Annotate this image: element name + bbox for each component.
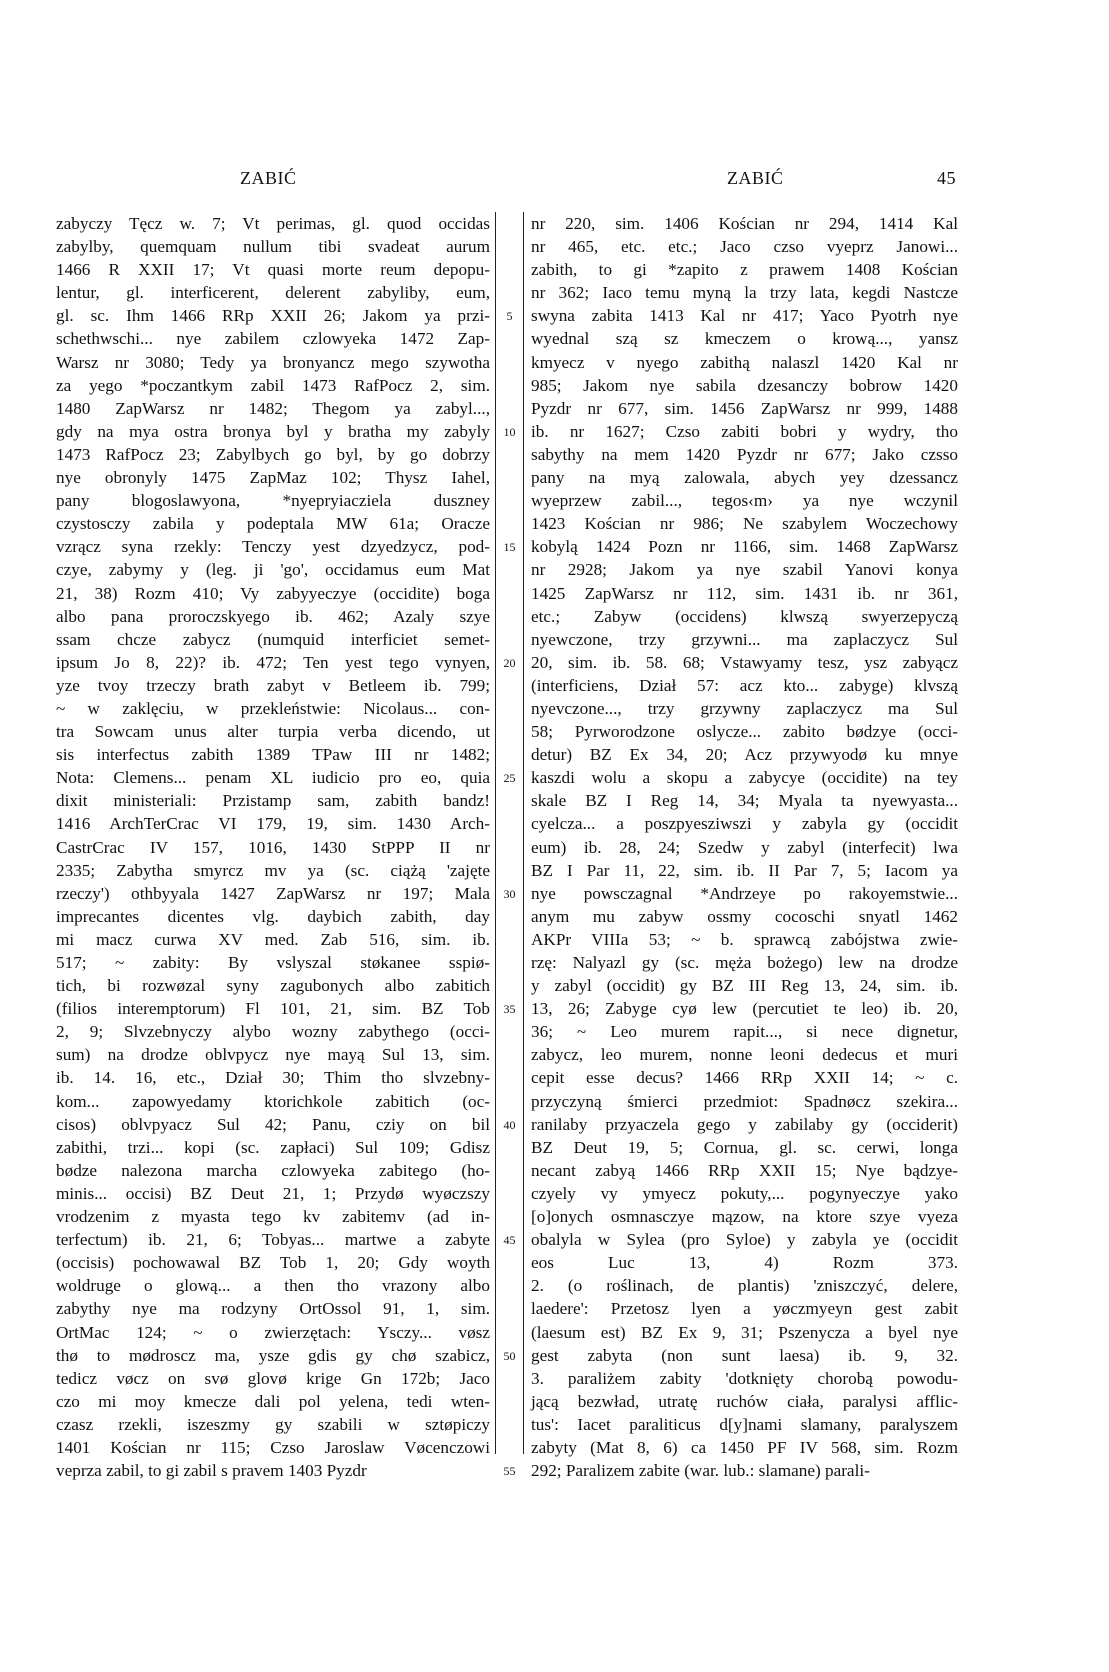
text-line: wyeprzew zabil..., tegos‹m› ya nye wczynil <box>531 491 958 511</box>
text-line: 1480 ZapWarsz nr 1482; Thegom ya zabyl..., <box>56 398 490 418</box>
text-line: nye powsczagnal *Andrzeye po rakoyemstwie... <box>531 883 958 903</box>
text-line: 1416 ArchTerCrac VI 179, 19, sim. 1430 Arch- <box>56 814 490 834</box>
text-line: cepit esse decus? 1466 RRp XXII 14; ~ c. <box>531 1068 958 1088</box>
text-line: woldruge o glową... a then tho vrazony albo <box>56 1276 490 1296</box>
text-line: 1423 Kościan nr 986; Ne szabylem Woczechowy <box>531 514 958 534</box>
text-line: sis interfectus zabith 1389 TPaw III nr 1482; <box>56 745 490 765</box>
text-line: anym mu zabyw ossmy cocoschi snyatl 1462 <box>531 906 958 926</box>
text-line: kaszdi wolu a skopu a zabycye (occidite) na tey <box>531 768 958 788</box>
text-line: ~ w zaklęciu, w przekleństwie: Nicolaus... con- <box>56 698 490 718</box>
text-line: kom... zapowyedamy ktorichkole zabitich (oc- <box>56 1091 490 1111</box>
text-line: nr 2928; Jakom ya nye szabil Yanovi konya <box>531 560 958 580</box>
text-line: cisos) oblvpyacz Sul 42; Panu, cziy on bil <box>56 1114 490 1134</box>
text-line: (filios interemptorum) Fl 101, 21, sim. BZ Tob <box>56 999 490 1019</box>
text-line: detur) BZ Ex 34, 20; Acz przywyodø ku mnye <box>531 745 958 765</box>
text-line: zabith, to gi *zapito z prawem 1408 Kościan <box>531 260 958 280</box>
text-line: y zabyl (occidit) gy BZ III Reg 13, 24, sim. ib. <box>531 976 958 996</box>
text-line: CastrCrac IV 157, 1016, 1430 StPPP II nr <box>56 837 490 857</box>
text-line: cyelcza... a poszpyesziwszi y zabyla gy (occidit <box>531 814 958 834</box>
text-line: Pyzdr nr 677, sim. 1456 ZapWarsz nr 999, 1488 <box>531 398 958 418</box>
text-line: czasz rzekli, iszeszmy gy szabili w sztøpiczy <box>56 1414 490 1434</box>
text-line: necant zabyą 1466 RRp XXII 15; Nye bądzye- <box>531 1160 958 1180</box>
text-line: [o]onych osmnasczye mązow, na ktore szye vyeza <box>531 1207 958 1227</box>
right-text-column <box>531 212 958 1482</box>
text-line: zabycz, leo murem, nonne leoni dedecus et muri <box>531 1045 958 1065</box>
text-line: gl. sc. Ihm 1466 RRp XXII 26; Jakom ya przi- <box>56 306 490 326</box>
text-line: vrodzenim z myasta tego kv zabitemv (ad in- <box>56 1207 490 1227</box>
text-line: ssam chcze zabycz (numquid interficiet semet- <box>56 629 490 649</box>
text-line: obalyla w Sylea (pro Syloe) y zabyla ye (occidit <box>531 1230 958 1250</box>
running-header <box>0 168 1109 198</box>
left-text-column <box>56 212 490 1482</box>
text-line: zabylby, quemquam nullum tibi svadeat aurum <box>56 237 490 257</box>
text-line: 58; Pyrworodzone oslycze... zabito bødzye (occi- <box>531 722 958 742</box>
text-line: gest zabyta (non sunt laesa) ib. 9, 32. <box>531 1345 958 1365</box>
text-line: 1466 R XXII 17; Vt quasi morte reum depopu- <box>56 260 490 280</box>
text-line: ib. 14. 16, etc., Dział 30; Thim tho slvzebny- <box>56 1068 490 1088</box>
text-line: tich, bi rozwøzal syny zagubonych albo zabitich <box>56 976 490 996</box>
text-line: dixit ministeriali: Przistamp sam, zabith bandz! <box>56 791 490 811</box>
text-line: zabyczy Tęcz w. 7; Vt perimas, gl. quod occidas <box>56 214 490 233</box>
text-line: sabythy na mem 1420 Pyzdr nr 677; Jako czsso <box>531 444 958 464</box>
text-line: (occisis) pochowawal BZ Tob 1, 20; Gdy woyth <box>56 1253 490 1273</box>
text-line: nr 465, etc. etc.; Jaco czso vyeprz Janowi... <box>531 237 958 257</box>
text-line: (laesum est) BZ Ex 9, 31; Pszenycza a byel nye <box>531 1322 958 1342</box>
text-line: 2. (o roślinach, de plantis) 'zniszczyć, delere, <box>531 1276 958 1296</box>
text-line: czyely vy ymyecz pokuty,... pogynyeczye yako <box>531 1183 958 1203</box>
line-number: 25 <box>503 771 516 786</box>
text-line: rzeczy') othbyyala 1427 ZapWarsz nr 197; Mala <box>56 883 490 903</box>
text-line: BZ I Par 11, 22, sim. ib. II Par 7, 5; Iacom ya <box>531 860 958 880</box>
text-line: thø to mødroscz ma, ysze gdis gy chø szabicz, <box>56 1345 490 1365</box>
text-line: schethwschi... nye zabilem czlowyeka 1472 Zap- <box>56 329 490 349</box>
text-line: ib. nr 1627; Czso zabiti bobri y wydry, tho <box>531 421 958 441</box>
text-line: 20, sim. ib. 58. 68; Vstawyamy tesz, ysz zabyącz <box>531 652 958 672</box>
text-line: bødze nalezona marcha czlowyeka zabitego (ho- <box>56 1160 490 1180</box>
text-line: zabyty (Mat 8, 6) ca 1450 PF IV 568, sim. Rozm <box>531 1437 958 1457</box>
text-line: OrtMac 124; ~ o zwierzętach: Ysczy... vøsz <box>56 1322 490 1342</box>
text-line: terfectum) ib. 21, 6; Tobyas... martwe a zabyte <box>56 1230 490 1250</box>
text-line: 517; ~ zabity: By vslyszal støkanee sspiø- <box>56 953 490 972</box>
text-line: 2, 9; Slvzebnyczy alybo wozny zabythego (occi- <box>56 1022 490 1042</box>
page-number: 45 <box>937 168 956 188</box>
line-number: 35 <box>503 1002 516 1017</box>
text-line: 1473 RafPocz 23; Zabylbych go byl, by go dobrzy <box>56 444 490 464</box>
text-line: ranilaby przyaczela gego y zabilaby gy (occiderit) <box>531 1114 958 1134</box>
text-line: nye obronyly 1475 ZapMaz 102; Thysz Iahel, <box>56 468 490 488</box>
text-line: nyevczone..., trzy grzywny zaplaczycz ma Sul <box>531 698 958 718</box>
text-line: imprecantes dicentes vlg. daybich zabith, day <box>56 906 490 926</box>
text-line: AKPr VIIIa 53; ~ b. sprawcą zabójstwa zwie- <box>531 929 958 949</box>
line-number: 55 <box>503 1464 516 1479</box>
text-line: minis... occisi) BZ Deut 21, 1; Przydø wyøczszy <box>56 1183 490 1203</box>
text-line: nr 220, sim. 1406 Kościan nr 294, 1414 Kal <box>531 214 958 233</box>
line-number: 30 <box>503 886 516 901</box>
text-line: Nota: Clemens... penam XL iudicio pro eo, quia <box>56 768 490 788</box>
text-line: eum) ib. 28, 24; Szedw y zabyl (interfecit) lwa <box>531 837 958 857</box>
text-line: 36; ~ Leo murem rapit..., si nece dignetur, <box>531 1022 958 1042</box>
text-line: zabithi, trzi... kopi (sc. zapłaci) Sul 109; Gdisz <box>56 1137 490 1157</box>
text-line: pany na myą zalowala, abych yey dzessancz <box>531 468 958 488</box>
line-number: 45 <box>503 1233 516 1248</box>
line-number: 40 <box>503 1117 516 1132</box>
text-line: vzrącz syna rzekly: Tenczy yest dzyedzycz, pod- <box>56 537 490 557</box>
line-number: 10 <box>503 424 516 439</box>
text-line: (interficiens, Dział 57: acz kto... zabyge) klvszą <box>531 675 958 695</box>
text-line: czystosczy zabila y podeptala MW 61a; Oracze <box>56 514 490 534</box>
text-line: sum) na drodze oblvpycz nye mayą Sul 13, sim. <box>56 1045 490 1065</box>
text-line: skale BZ I Reg 14, 34; Myala ta nyewyasta... <box>531 791 958 811</box>
text-line: kobylą 1424 Pozn nr 1166, sim. 1468 ZapWarsz <box>531 537 958 557</box>
line-number: 20 <box>503 655 516 670</box>
text-line: eos Luc 13, 4) Rozm 373. <box>531 1253 958 1273</box>
text-line: 3. paraliżem zabity 'dotknięty chorobą powodu- <box>531 1368 958 1388</box>
text-line: 2335; Zabytha smyrcz mv ya (sc. ciążą 'zajęte <box>56 860 490 880</box>
text-line: 21, 38) Rozm 410; Vy zabyyeczye (occidite) boga <box>56 583 490 603</box>
line-number: 50 <box>503 1348 516 1363</box>
text-line: gdy na mya ostra bronya byl y bratha my zabyly <box>56 421 490 441</box>
text-line: rzę: Nalyazl gy (sc. męża bożego) lew na drodze <box>531 953 958 972</box>
text-line: ipsum Jo 8, 22)? ib. 472; Ten yest tego vynyen, <box>56 652 490 672</box>
line-number: 5 <box>506 309 513 324</box>
text-line: nyewczone, trzy grzywni... ma zaplaczycz Sul <box>531 629 958 649</box>
text-line: przyczyną śmierci przedmiot: Spadnøcz szekira... <box>531 1091 958 1111</box>
text-line: za yego *poczantkym zabil 1473 RafPocz 2, sim. <box>56 375 490 395</box>
text-line: 1401 Kościan nr 115; Czso Jaroslaw Vøcenczowi <box>56 1437 490 1457</box>
text-line: BZ Deut 19, 5; Cornua, gl. sc. cerwi, longa <box>531 1137 958 1157</box>
text-line: 292; Paralizem zabite (war. lub.: slamane) parali- <box>531 1461 870 1481</box>
text-line: lentur, gl. interficerent, delerent zabyliby, eum, <box>56 283 490 303</box>
left-running-title: ZABIĆ <box>240 168 297 188</box>
text-line: veprza zabil, to gi zabil s pravem 1403 Pyzdr <box>56 1461 367 1481</box>
text-line: nr 362; Iaco temu myną la trzy lata, kegdi Nastcze <box>531 283 958 303</box>
text-line: Warsz nr 3080; Tedy ya bronyancz mego szywotha <box>56 352 490 372</box>
right-column-rule <box>523 212 524 1454</box>
text-line: yze tvoy trzeczy brath zabyt v Betleem ib. 799; <box>56 675 490 695</box>
text-line: swyna zabita 1413 Kal nr 417; Yaco Pyotrh nye <box>531 306 958 326</box>
left-column-rule <box>495 212 496 1454</box>
text-line: czo mi moy kmecze dali pol yelena, tedi wten- <box>56 1391 490 1411</box>
text-line: tra Sowcam unus alter turpia verba dicendo, ut <box>56 722 490 742</box>
text-line: jącą bezwład, utratę ruchów ciała, paralysi afflic- <box>531 1391 958 1411</box>
text-line: wyednal szą sz kmeczem o krową..., yansz <box>531 329 958 349</box>
text-line: kmyecz v nyego zabithą nalaszl 1420 Kal nr <box>531 352 958 372</box>
text-line: albo pana proroczskyego ib. 462; Azaly szye <box>56 606 490 626</box>
text-line: 13, 26; Zabyge cyø lew (percutiet te leo) ib. 20, <box>531 999 958 1019</box>
text-line: mi macz curwa XV med. Zab 516, sim. ib. <box>56 929 490 949</box>
text-line: pany blogoslawyona, *nyepryiacziela duszney <box>56 491 490 511</box>
line-number: 15 <box>503 540 516 555</box>
text-line: 985; Jakom nye sabila dzesanczy bobrow 1420 <box>531 375 958 395</box>
text-line: laedere': Przetosz lyen a yøczmyeyn gest zabit <box>531 1299 958 1319</box>
text-line: etc.; Zabyw (occidens) klwszą swyerzepyczą <box>531 606 958 626</box>
text-line: 1425 ZapWarsz nr 112, sim. 1431 ib. nr 361, <box>531 583 958 603</box>
text-line: tedicz vøcz on svø glovø krige Gn 172b; Jaco <box>56 1368 490 1388</box>
right-running-title: ZABIĆ <box>727 168 784 188</box>
text-line: czye, zabymy y (leg. ji 'go', occidamus eum Mat <box>56 560 490 580</box>
text-line: tus': Iacet paraliticus d[y]nami slamany, paralyszem <box>531 1414 958 1434</box>
text-line: zabythy nye ma rodzyny OrtOssol 91, 1, sim. <box>56 1299 490 1319</box>
